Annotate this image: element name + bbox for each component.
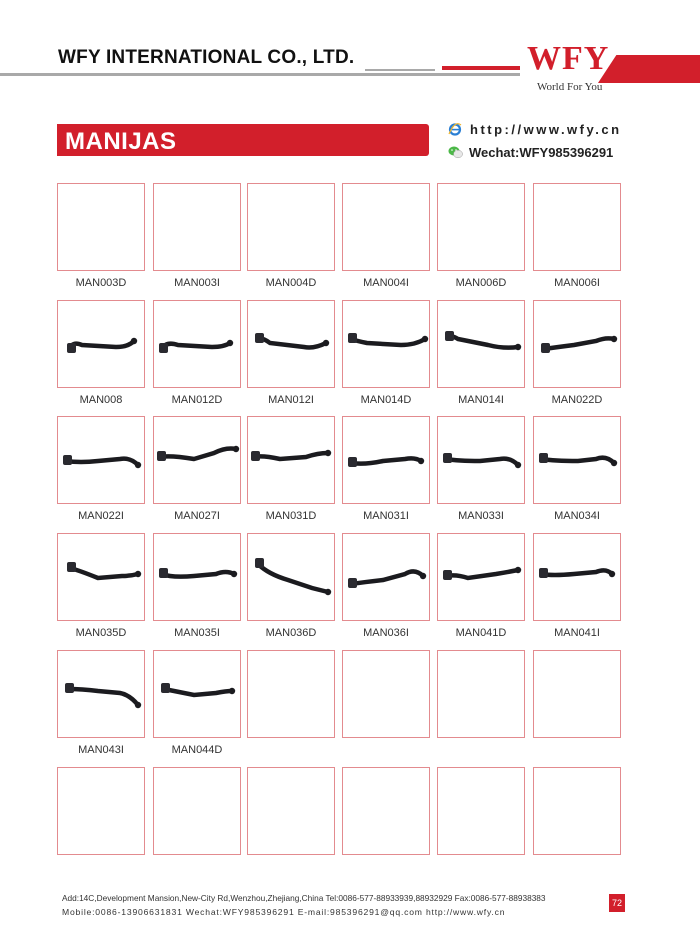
brake-lever-image [154, 301, 242, 389]
product-code-label: MAN003I [174, 277, 220, 289]
product-image-cell [342, 533, 430, 621]
empty-product-cell [342, 183, 430, 271]
empty-product-cell [57, 183, 145, 271]
product-code-label: MAN014I [458, 394, 504, 406]
brake-lever-image [58, 417, 146, 505]
product-image-cell [533, 533, 621, 621]
empty-product-cell [437, 183, 525, 271]
brake-lever-image [534, 301, 622, 389]
product-code-label: MAN004I [363, 277, 409, 289]
product-code-label: MAN035I [174, 627, 220, 639]
product-code-label: MAN035D [75, 627, 127, 639]
empty-product-cell [153, 767, 241, 855]
product-code-label: MAN022D [551, 394, 603, 406]
product-code-label: MAN012I [268, 394, 314, 406]
section-title: MANIJAS [65, 128, 177, 155]
brake-lever-image [343, 417, 431, 505]
product-code-label: MAN043I [78, 744, 124, 756]
brake-lever-image [534, 534, 622, 622]
empty-product-cell [247, 183, 335, 271]
brake-lever-image [248, 417, 336, 505]
brake-lever-image [438, 417, 526, 505]
product-code-label: MAN006I [554, 277, 600, 289]
brake-lever-image [343, 301, 431, 389]
product-code-label: MAN027I [174, 510, 220, 522]
brand-logo: WFY [527, 40, 610, 77]
product-code-label: MAN031D [265, 510, 317, 522]
product-image-cell [437, 300, 525, 388]
footer-address: Add:14C,Development Mansion,New-City Rd,Wenzhou,Zhejiang,China Tel:0086-577-88933939,88932929 Fax:0086-577-88938383 [62, 893, 546, 903]
product-code-label: MAN036D [265, 627, 317, 639]
product-image-cell [153, 650, 241, 738]
empty-product-cell [437, 650, 525, 738]
product-code-label: MAN004D [265, 277, 317, 289]
product-code-label: MAN033I [458, 510, 504, 522]
product-code-label: MAN036I [363, 627, 409, 639]
wechat-contact [448, 145, 613, 160]
website-link[interactable] [448, 122, 622, 137]
brake-lever-image [438, 301, 526, 389]
brake-lever-image [343, 534, 431, 622]
brake-lever-image [154, 417, 242, 505]
header-divider-gray [0, 73, 520, 76]
product-image-cell [247, 416, 335, 504]
product-image-cell [342, 300, 430, 388]
product-image-cell [153, 533, 241, 621]
empty-product-cell [247, 650, 335, 738]
product-code-label: MAN008 [79, 394, 123, 406]
wechat-text: Wechat:WFY985396291 [469, 145, 614, 160]
brake-lever-image [58, 301, 146, 389]
product-image-cell [437, 533, 525, 621]
empty-product-cell [533, 767, 621, 855]
product-image-cell [57, 533, 145, 621]
empty-product-cell [342, 767, 430, 855]
product-code-label: MAN031I [363, 510, 409, 522]
product-code-label: MAN003D [75, 277, 127, 289]
header-red-wedge [598, 55, 700, 83]
empty-product-cell [533, 183, 621, 271]
empty-product-cell [533, 650, 621, 738]
product-code-label: MAN044D [171, 744, 223, 756]
brake-lever-image [438, 534, 526, 622]
company-name: WFY INTERNATIONAL CO., LTD. [58, 47, 355, 68]
product-image-cell [247, 300, 335, 388]
product-code-label: MAN041I [554, 627, 600, 639]
header-divider-red [442, 66, 520, 70]
product-image-cell [57, 300, 145, 388]
footer-contacts: Mobile:0086-13906631831 Wechat:WFY985396291 E-mail:985396291@qq.com http://www.wfy.cn [62, 907, 506, 917]
product-code-label: MAN022I [78, 510, 124, 522]
product-image-cell [57, 650, 145, 738]
product-image-cell [153, 300, 241, 388]
product-image-cell [57, 416, 145, 504]
empty-product-cell [247, 767, 335, 855]
brake-lever-image [248, 301, 336, 389]
empty-product-cell [153, 183, 241, 271]
brake-lever-image [58, 651, 146, 739]
empty-product-cell [342, 650, 430, 738]
product-code-label: MAN034I [554, 510, 600, 522]
product-code-label: MAN006D [455, 277, 507, 289]
brake-lever-image [58, 534, 146, 622]
ie-browser-icon [448, 122, 462, 136]
product-image-cell [533, 416, 621, 504]
header-divider-gray-short [365, 69, 435, 71]
website-text: http://www.wfy.cn [470, 122, 622, 137]
product-image-cell [533, 300, 621, 388]
product-image-cell [342, 416, 430, 504]
brand-tagline: World For You [537, 81, 603, 93]
product-image-cell [153, 416, 241, 504]
brake-lever-image [154, 534, 242, 622]
wechat-icon [448, 145, 463, 159]
empty-product-cell [437, 767, 525, 855]
product-code-label: MAN041D [455, 627, 507, 639]
product-code-label: MAN012D [171, 394, 223, 406]
brake-lever-image [154, 651, 242, 739]
brake-lever-image [534, 417, 622, 505]
empty-product-cell [57, 767, 145, 855]
product-image-cell [247, 533, 335, 621]
page-number: 72 [609, 894, 625, 912]
brake-lever-image [248, 534, 336, 622]
section-banner [57, 124, 429, 156]
product-image-cell [437, 416, 525, 504]
product-code-label: MAN014D [360, 394, 412, 406]
